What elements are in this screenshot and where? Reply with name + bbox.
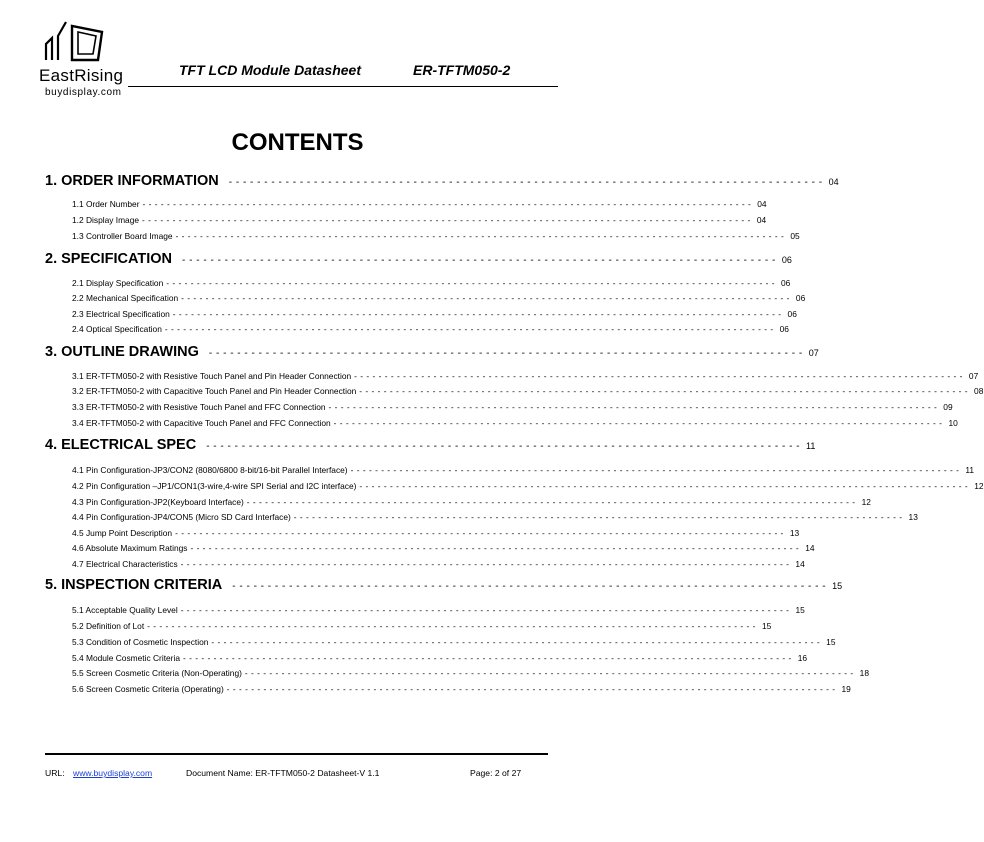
- toc-item[interactable]: [72, 605, 805, 615]
- toc-page-number: 18: [859, 668, 869, 678]
- toc-item-label: 2.3 Electrical Specification: [72, 309, 170, 319]
- toc-leader: - - - - - - - - - - - - - - - - - - - - - - - - - - - - - - - - - - - - - - - - - - - - - - - - - - - - - - - - - - - - - - - - - - - - - - - - - - - - - - - - - - - - - - - - - - - - - - - - - - - -: [142, 199, 752, 209]
- toc-item[interactable]: [72, 402, 953, 412]
- toc-section-label: 4. ELECTRICAL SPEC: [45, 437, 197, 453]
- toc-item-label: 3.2 ER-TFTM050-2 with Capacitive Touch Panel and Pin Header Connection: [72, 386, 357, 396]
- toc-item-label: 5.2 Definition of Lot: [72, 621, 145, 631]
- toc-page-number: 08: [974, 386, 984, 396]
- toc-page-number: 12: [861, 497, 871, 507]
- toc-leader: - - - - - - - - - - - - - - - - - - - - - - - - - - - - - - - - - - - - - - - - - - - - - - - - - - - - - - - - - - - - - - - - - - - - - - - - - - - - - - - - - - - - - - - - - - - - - - - - - - - -: [180, 605, 790, 615]
- toc-page-number: 04: [757, 199, 767, 209]
- toc-item-label: 5.5 Screen Cosmetic Criteria (Non-Operating): [72, 668, 242, 678]
- toc-item[interactable]: [72, 621, 772, 631]
- toc-item[interactable]: [72, 309, 797, 319]
- toc-page-number: 06: [787, 309, 797, 319]
- toc-leader: - - - - - - - - - - - - - - - - - - - - - - - - - - - - - - - - - - - - - - - - - - - - - - - - - - - - - - - - - - - - - - - - - - - - - - - - - - - - - - - - - - - - - - - - - - - - - - - - - - - -: [181, 293, 790, 303]
- toc-item[interactable]: [72, 199, 767, 209]
- toc-leader: - - - - - - - - - - - - - - - - - - - - - - - - - - - - - - - - - - - - - - - - - - - - - - - - - - - - - - - - - - - - - - - - - - - - - - - - - - - - - - - - - - - - - - - - - - - - - - - - - - - -: [164, 324, 774, 334]
- header-model: ER-TFTM050-2: [413, 62, 511, 78]
- toc-item-label: 2.4 Optical Specification: [72, 324, 162, 334]
- toc-page-number: 13: [908, 512, 918, 522]
- toc-section-label: 2. SPECIFICATION: [45, 251, 173, 267]
- toc-item[interactable]: [72, 465, 975, 475]
- toc-leader: - - - - - - - - - - - - - - - - - - - - - - - - - - - - - - - - - - - - - - - - - - - - - - - - - - - - - - - - - - - - - - - - - - - - - - - - - - - - - - - - - - - - - - - - - - - - - - - - - - - -: [180, 559, 790, 569]
- toc-leader: - - - - - - - - - - - - - - - - - - - - - - - - - - - - - - - - - - - - - - - - - - - - - - - - - - - - - - - - - - - - - - - - - - - - - - - - - - - - - - - - - - - - - - - - - - - - - - - - - - - -: [359, 481, 969, 491]
- footer-document-name: Document Name: ER-TFTM050-2 Datasheet-V 1.1: [186, 768, 380, 778]
- toc-page-number: 14: [805, 543, 815, 553]
- toc-leader: - - - - - - - - - - - - - - - - - - - - - - - - - - - - - - - - - - - - - - - - - - - - - - - - - - - - - - - - - - - - - - - - - - - - - - - - - - - - - - - - - - - - - - - - - - - - - - - - - - - -: [166, 278, 776, 288]
- logo-wordmark: EastRising: [39, 66, 124, 85]
- header-rule: [128, 86, 558, 87]
- toc-item[interactable]: [72, 278, 791, 288]
- toc-leader: - - - - - - - - - - - - - - - - - - - - - - - - - - - - - - - - - - - - - - - - - - - - - - - - - - - - - - - - - - - - - - - - - - - - - - - - - - - - - - - - - - - - - - - - - - - - - - - - - - - -: [328, 402, 938, 412]
- toc-page-number: 11: [806, 441, 816, 451]
- toc-page-number: 15: [832, 581, 843, 591]
- toc-item[interactable]: [72, 386, 984, 396]
- toc-page-number: 06: [795, 293, 806, 303]
- toc-item-label: 5.6 Screen Cosmetic Criteria (Operating): [72, 684, 224, 694]
- toc-item-label: 5.3 Condition of Cosmetic Inspection: [72, 637, 209, 647]
- toc-item-label: 5.4 Module Cosmetic Criteria: [72, 653, 180, 663]
- toc-item-label: 3.3 ER-TFTM050-2 with Resistive Touch Panel and FFC Connection: [72, 402, 326, 412]
- toc-page-number: 19: [841, 684, 851, 694]
- toc-leader: - - - - - - - - - - - - - - - - - - - - - - - - - - - - - - - - - - - - - - - - - - - - - - - - - - - - - - - - - - - - - - - - - - - - - - - - - - - - - - - - - - - -: [208, 348, 803, 359]
- toc-page-number: 06: [781, 255, 792, 265]
- toc-item[interactable]: [72, 512, 918, 522]
- toc-item[interactable]: [72, 559, 805, 569]
- toc-item[interactable]: [72, 528, 800, 538]
- toc-item[interactable]: [72, 324, 789, 334]
- toc-item-label: 3.4 ER-TFTM050-2 with Capacitive Touch Panel and FFC Connection: [72, 418, 331, 428]
- toc-item[interactable]: [72, 371, 979, 381]
- toc-item[interactable]: [72, 653, 808, 663]
- toc-section-label: 3. OUTLINE DRAWING: [45, 344, 199, 360]
- toc-item[interactable]: [72, 668, 869, 678]
- toc-leader: - - - - - - - - - - - - - - - - - - - - - - - - - - - - - - - - - - - - - - - - - - - - - - - - - - - - - - - - - - - - - - - - - - - - - - - - - - - - - - - - - - - - - - - - - - - - - - - - - - - -: [182, 653, 792, 663]
- contents-title: CONTENTS: [231, 129, 364, 156]
- toc-leader: - - - - - - - - - - - - - - - - - - - - - - - - - - - - - - - - - - - - - - - - - - - - - - - - - - - - - - - - - - - - - - - - - - - - - - - - - - - - - - - - - - - - - - - - - - - - - - - - - - - -: [190, 543, 800, 553]
- toc-item[interactable]: [72, 684, 851, 694]
- toc-leader: - - - - - - - - - - - - - - - - - - - - - - - - - - - - - - - - - - - - - - - - - - - - - - - - - - - - - - - - - - - - - - - - - - - - - - - - - - - - - - - - - - - - - - - - - - - - - - - - - - - -: [354, 371, 963, 381]
- toc-item-label: 4.7 Electrical Characteristics: [72, 559, 178, 569]
- toc-leader: - - - - - - - - - - - - - - - - - - - - - - - - - - - - - - - - - - - - - - - - - - - - - - - - - - - - - - - - - - - - - - - - - - - - - - - - - - - - - - - - - - - -: [232, 581, 827, 592]
- toc-section[interactable]: [45, 437, 816, 453]
- toc-page-number: 04: [756, 215, 767, 225]
- toc-item-label: 1.3 Controller Board Image: [72, 231, 173, 241]
- toc-item[interactable]: [72, 418, 958, 428]
- toc-page-number: 15: [795, 605, 805, 615]
- toc-item[interactable]: [72, 637, 836, 647]
- toc-leader: - - - - - - - - - - - - - - - - - - - - - - - - - - - - - - - - - - - - - - - - - - - - - - - - - - - - - - - - - - - - - - - - - - - - - - - - - - - - - - - - - - - - - - - - - - - - - - - - - - - -: [246, 497, 856, 507]
- toc-leader: - - - - - - - - - - - - - - - - - - - - - - - - - - - - - - - - - - - - - - - - - - - - - - - - - - - - - - - - - - - - - - - - - - - - - - - - - - - - - - - - - - - - - - - - - - - - - - - - - - - -: [244, 668, 854, 678]
- toc-page-number: 10: [948, 418, 958, 428]
- toc-page-number: 04: [828, 177, 839, 187]
- toc-leader: - - - - - - - - - - - - - - - - - - - - - - - - - - - - - - - - - - - - - - - - - - - - - - - - - - - - - - - - - - - - - - - - - - - - - - - - - - - - - - - - - - - - - - - - - - - - - - - - - - - -: [172, 309, 782, 319]
- toc-page-number: 06: [779, 324, 789, 334]
- toc-page-number: 07: [808, 348, 819, 358]
- toc-item-label: 3.1 ER-TFTM050-2 with Resistive Touch Panel and Pin Header Connection: [72, 371, 352, 381]
- toc-item[interactable]: [72, 497, 871, 507]
- toc-page-number: 14: [795, 559, 805, 569]
- toc-leader: - - - - - - - - - - - - - - - - - - - - - - - - - - - - - - - - - - - - - - - - - - - - - - - - - - - - - - - - - - - - - - - - - - - - - - - - - - - - - - - - - - - -: [228, 177, 823, 188]
- toc-item-label: 4.2 Pin Configuration –JP1/CON1(3-wire,4-wire SPI Serial and I2C interface): [72, 481, 357, 491]
- toc-page-number: 09: [943, 402, 953, 412]
- toc-item[interactable]: [72, 215, 767, 225]
- toc-page-number: 16: [797, 653, 808, 663]
- toc-leader: - - - - - - - - - - - - - - - - - - - - - - - - - - - - - - - - - - - - - - - - - - - - - - - - - - - - - - - - - - - - - - - - - - - - - - - - - - - - - - - - - - - - - - - - - - - - - - - - - - - -: [350, 465, 960, 475]
- toc-leader: - - - - - - - - - - - - - - - - - - - - - - - - - - - - - - - - - - - - - - - - - - - - - - - - - - - - - - - - - - - - - - - - - - - - - - - - - - - - - - - - - - - - - - - - - - - - - - - - - - - -: [293, 512, 903, 522]
- toc-leader: - - - - - - - - - - - - - - - - - - - - - - - - - - - - - - - - - - - - - - - - - - - - - - - - - - - - - - - - - - - - - - - - - - - - - - - - - - - - - - - - - - - - - - - - - - - - - - - - - - - -: [175, 231, 785, 241]
- toc-section[interactable]: [45, 577, 843, 593]
- toc-item-label: 4.5 Jump Point Description: [72, 528, 173, 538]
- eastrising-logo-mark-icon: [44, 18, 106, 70]
- logo-subtitle: buydisplay.com: [45, 87, 122, 98]
- toc-page-number: 15: [826, 637, 836, 647]
- toc-leader: - - - - - - - - - - - - - - - - - - - - - - - - - - - - - - - - - - - - - - - - - - - - - - - - - - - - - - - - - - - - - - - - - - - - - - - - - - - - - - - - - - - - - - - - - - - - - - - - - - - -: [147, 621, 756, 631]
- footer-page-number: Page: 2 of 27: [470, 768, 522, 778]
- toc-item-label: 1.2 Display Image: [72, 215, 140, 225]
- toc-item[interactable]: [72, 481, 984, 491]
- footer-url-label: URL:: [45, 768, 65, 778]
- toc-section[interactable]: [45, 173, 839, 189]
- toc-leader: - - - - - - - - - - - - - - - - - - - - - - - - - - - - - - - - - - - - - - - - - - - - - - - - - - - - - - - - - - - - - - - - - - - - - - - - - - - - - - - - - - - - - - - - - - - - - - - - - - - -: [175, 528, 784, 538]
- toc-section[interactable]: [45, 344, 819, 360]
- toc-leader: - - - - - - - - - - - - - - - - - - - - - - - - - - - - - - - - - - - - - - - - - - - - - - - - - - - - - - - - - - - - - - - - - - - - - - - - - - - - - - - - - - - -: [182, 255, 776, 266]
- toc-leader: - - - - - - - - - - - - - - - - - - - - - - - - - - - - - - - - - - - - - - - - - - - - - - - - - - - - - - - - - - - - - - - - - - - - - - - - - - - - - - - - - - - - - - - - - - - - - - - - - - - -: [226, 684, 836, 694]
- toc-item-label: 4.1 Pin Configuration-JP3/CON2 (8080/6800 8-bit/16-bit Parallel Interface): [72, 465, 348, 475]
- toc-leader: - - - - - - - - - - - - - - - - - - - - - - - - - - - - - - - - - - - - - - - - - - - - - - - - - - - - - - - - - - - - - - - - - - - - - - - - - - - - - - - - - - - - - - - - - - - - - - - - - - - -: [211, 637, 821, 647]
- toc-item[interactable]: [72, 293, 806, 303]
- toc-item-label: 5.1 Acceptable Quality Level: [72, 605, 178, 615]
- toc-section-label: 5. INSPECTION CRITERIA: [45, 577, 223, 593]
- footer-rule: [45, 753, 548, 755]
- toc-item-label: 2.2 Mechanical Specification: [72, 293, 179, 303]
- footer-url-link[interactable]: [73, 768, 152, 778]
- toc-item[interactable]: [72, 231, 800, 241]
- toc-page-number: 13: [789, 528, 800, 538]
- toc-section[interactable]: [45, 251, 792, 267]
- toc-leader: - - - - - - - - - - - - - - - - - - - - - - - - - - - - - - - - - - - - - - - - - - - - - - - - - - - - - - - - - - - - - - - - - - - - - - - - - - - - - - - - - - - - - - - - - - - - - - - - - - - -: [142, 215, 751, 225]
- toc-item-label: 4.3 Pin Configuration-JP2(Keyboard Interface): [72, 497, 244, 507]
- toc-page-number: 07: [968, 371, 979, 381]
- toc-item[interactable]: [72, 543, 815, 553]
- toc-item-label: 4.4 Pin Configuration-JP4/CON5 (Micro SD Card Interface): [72, 512, 291, 522]
- toc-page-number: 06: [781, 278, 791, 288]
- toc-leader: - - - - - - - - - - - - - - - - - - - - - - - - - - - - - - - - - - - - - - - - - - - - - - - - - - - - - - - - - - - - - - - - - - - - - - - - - - - - - - - - - - - - - - - - - - - - - - - - - - - -: [359, 386, 969, 396]
- toc-page-number: 12: [974, 481, 984, 491]
- footer-url[interactable]: www.buydisplay.com: [73, 768, 153, 778]
- toc-item-label: 4.6 Absolute Maximum Ratings: [72, 543, 188, 553]
- toc-leader: - - - - - - - - - - - - - - - - - - - - - - - - - - - - - - - - - - - - - - - - - - - - - - - - - - - - - - - - - - - - - - - - - - - - - - - - - - - - - - - - - - - - - - - - - - - - - - - - - - - -: [333, 418, 943, 428]
- toc-leader: - - - - - - - - - - - - - - - - - - - - - - - - - - - - - - - - - - - - - - - - - - - - - - - - - - - - - - - - - - - - - - - - - - - - - - - - - - - - - - - - - - - -: [206, 441, 801, 452]
- header-title: TFT LCD Module Datasheet: [179, 62, 362, 78]
- toc-section-label: 1. ORDER INFORMATION: [45, 173, 219, 189]
- toc-page-number: 11: [965, 465, 975, 475]
- toc-item-label: 2.1 Display Specification: [72, 278, 164, 288]
- toc-page-number: 05: [790, 231, 800, 241]
- toc-page-number: 15: [761, 621, 772, 631]
- toc-item-label: 1.1 Order Number: [72, 199, 140, 209]
